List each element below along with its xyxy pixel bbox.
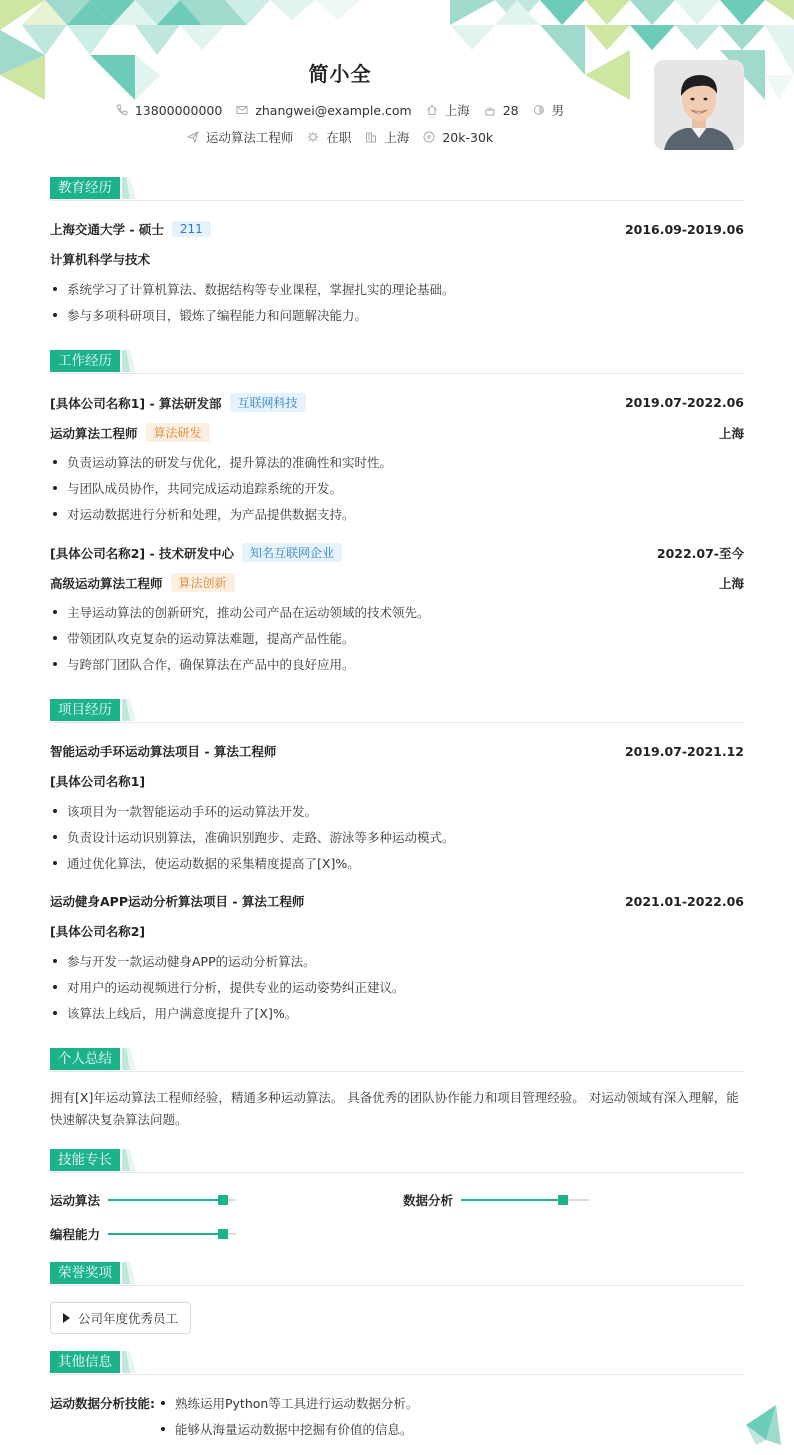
section-header <box>50 1351 744 1375</box>
honors-section <box>50 1262 744 1326</box>
skill-name: 运动算法 <box>50 1193 101 1208</box>
skill-bar-fill <box>461 1199 563 1201</box>
skill-bar-knob <box>558 1195 568 1205</box>
list-item: 负责运动算法的研发与优化，提升算法的准确性和实时性。 <box>50 453 744 471</box>
section-title-tail <box>122 1149 136 1171</box>
list-item: 能够从海量运动数据中挖掘有价值的信息。 <box>158 1420 413 1438</box>
send-icon <box>187 131 199 143</box>
education-date: 2016.09-2019.06 <box>624 221 744 237</box>
skill-bar <box>108 1199 236 1201</box>
section-header <box>50 699 744 723</box>
project-header-row <box>50 892 744 910</box>
status-text: 在职 <box>326 130 352 145</box>
avatar <box>654 60 744 150</box>
section-title-tail <box>122 177 136 199</box>
job-city: 上海 <box>718 575 744 591</box>
project-company-row <box>50 922 744 940</box>
major-row <box>50 250 744 268</box>
play-triangle-icon <box>63 1313 70 1323</box>
target-role-item <box>187 128 294 146</box>
section-header <box>50 177 744 201</box>
school-tag: 211 <box>172 221 211 237</box>
list-item: 对运动数据进行分析和处理，为产品提供数据支持。 <box>50 505 744 523</box>
summary-section <box>50 1048 744 1127</box>
location-item <box>426 101 470 119</box>
list-item: 该算法上线后，用户满意度提升了[X]%。 <box>50 1004 744 1022</box>
section-header <box>50 350 744 374</box>
section-title: 其他信息 <box>50 1351 120 1373</box>
section-title-tail <box>122 699 136 721</box>
location-text: 上海 <box>444 103 470 118</box>
skill-item <box>50 1225 236 1243</box>
candidate-name: 简小全 <box>308 62 372 86</box>
other-label: 运动数据分析技能: <box>50 1396 155 1411</box>
role-tag: 算法研发 <box>146 423 210 442</box>
list-item: 通过优化算法，使运动数据的采集精度提高了[X]%。 <box>50 854 744 872</box>
project-date: 2019.07-2021.12 <box>624 743 744 759</box>
gender-item <box>533 101 565 119</box>
list-item: 与跨部门团队合作，确保算法在产品中的良好应用。 <box>50 655 744 673</box>
list-item: 对用户的运动视频进行分析，提供专业的运动姿势纠正建议。 <box>50 978 744 996</box>
job-role: 运动算法工程师 <box>50 425 138 441</box>
skill-bar-fill <box>108 1233 223 1235</box>
salary-icon <box>423 131 435 143</box>
corner-triangle-decoration <box>736 1400 786 1450</box>
skill-item <box>403 1191 589 1209</box>
project-name: 智能运动手环运动算法项目 - 算法工程师 <box>50 744 277 759</box>
email-text: zhangwei@example.com <box>255 102 412 118</box>
section-title-tail <box>122 350 136 372</box>
list-item: 主导运动算法的创新研究，推动公司产品在运动领域的技术领先。 <box>50 603 744 621</box>
list-item: 熟练运用Python等工具进行运动数据分析。 <box>158 1394 418 1412</box>
age-text: 28 <box>502 102 519 118</box>
section-title: 教育经历 <box>50 177 120 199</box>
job-role: 高级运动算法工程师 <box>50 575 163 591</box>
list-item: 系统学习了计算机算法、数据结构等专业课程，掌握扎实的理论基础。 <box>50 280 744 298</box>
skill-bar <box>461 1199 589 1201</box>
project-company: [具体公司名称2] <box>50 924 146 939</box>
education-header-row <box>50 220 744 238</box>
award-badge <box>50 1302 191 1334</box>
mail-icon <box>236 104 248 116</box>
resume-header <box>0 0 794 160</box>
email-item <box>236 103 411 118</box>
skill-item <box>50 1191 236 1209</box>
phone-item <box>116 103 222 118</box>
target-role-text: 运动算法工程师 <box>205 130 294 145</box>
home-icon <box>426 104 438 116</box>
project-name: 运动健身APP运动分析算法项目 - 算法工程师 <box>50 894 305 909</box>
job-role-row <box>50 423 744 442</box>
job-date: 2022.07-至今 <box>656 545 744 561</box>
phone-icon <box>116 104 128 116</box>
contact-row <box>0 101 680 119</box>
summary-text: 拥有[X]年运动算法工程师经验，精通多种运动算法。 具备优秀的团队协作能力和项目管理经验。 对运动领域有深入理解，能快速解决复杂算法问题。 <box>50 1090 739 1127</box>
section-title: 荣誉奖项 <box>50 1262 120 1284</box>
work-city-item <box>365 128 409 146</box>
age-icon <box>484 104 496 116</box>
other-section <box>50 1351 744 1437</box>
section-title-tail <box>122 1351 136 1373</box>
project-company: [具体公司名称1] <box>50 774 146 789</box>
job-date: 2019.07-2022.06 <box>624 395 744 410</box>
list-item: 负责设计运动识别算法，准确识别跑步、走路、游泳等多种运动模式。 <box>50 828 744 846</box>
skill-bar-knob <box>218 1229 228 1239</box>
project-header-row <box>50 742 744 760</box>
section-title: 个人总结 <box>50 1048 120 1070</box>
avatar-photo <box>654 60 744 150</box>
skills-section <box>50 1149 744 1242</box>
phone-text: 13800000000 <box>134 102 223 118</box>
company-tag: 互联网科技 <box>230 393 306 412</box>
section-title-tail <box>122 1262 136 1284</box>
company-name: [具体公司名称2] - 技术研发中心 <box>50 545 235 561</box>
skill-bar <box>108 1233 236 1235</box>
major-name: 计算机科学与技术 <box>50 252 151 267</box>
list-item: 参与开发一款运动健身APP的运动分析算法。 <box>50 952 744 970</box>
salary-item <box>423 130 493 145</box>
company-name: [具体公司名称1] - 算法研发部 <box>50 395 222 411</box>
section-header <box>50 1048 744 1072</box>
skill-bar-knob <box>218 1195 228 1205</box>
section-title: 技能专长 <box>50 1149 120 1171</box>
section-header <box>50 1262 744 1286</box>
projects-section <box>50 699 744 1021</box>
work-section <box>50 350 744 672</box>
building-icon <box>365 131 377 143</box>
job-intent-row <box>0 128 680 146</box>
job-city: 上海 <box>718 425 744 441</box>
salary-text: 20k-30k <box>442 129 494 145</box>
school-name: 上海交通大学 - 硕士 <box>50 222 164 237</box>
gender-icon <box>533 104 545 116</box>
status-item <box>307 128 351 146</box>
section-title-tail <box>122 1048 136 1070</box>
skill-name: 数据分析 <box>403 1193 454 1208</box>
job-header-row <box>50 393 744 412</box>
list-item: 带领团队攻克复杂的运动算法难题，提高产品性能。 <box>50 629 744 647</box>
job-role-row <box>50 573 744 592</box>
role-tag: 算法创新 <box>171 573 235 592</box>
education-section <box>50 177 744 323</box>
company-tag: 知名互联网企业 <box>242 543 342 562</box>
gender-text: 男 <box>551 103 565 118</box>
project-date: 2021.01-2022.06 <box>624 893 744 909</box>
section-title: 项目经历 <box>50 699 120 721</box>
list-item: 该项目为一款智能运动手环的运动算法开发。 <box>50 802 744 820</box>
section-header <box>50 1149 744 1173</box>
skill-name: 编程能力 <box>50 1227 101 1242</box>
project-company-row <box>50 772 744 790</box>
list-item: 与团队成员协作，共同完成运动追踪系统的开发。 <box>50 479 744 497</box>
job-header-row <box>50 543 744 562</box>
work-city-text: 上海 <box>384 130 410 145</box>
list-item: 参与多项科研项目，锻炼了编程能力和问题解决能力。 <box>50 306 744 324</box>
status-icon <box>307 131 319 143</box>
section-title: 工作经历 <box>50 350 120 372</box>
award-name: 公司年度优秀员工 <box>78 1311 179 1326</box>
skill-bar-fill <box>108 1199 223 1201</box>
age-item <box>484 103 519 118</box>
